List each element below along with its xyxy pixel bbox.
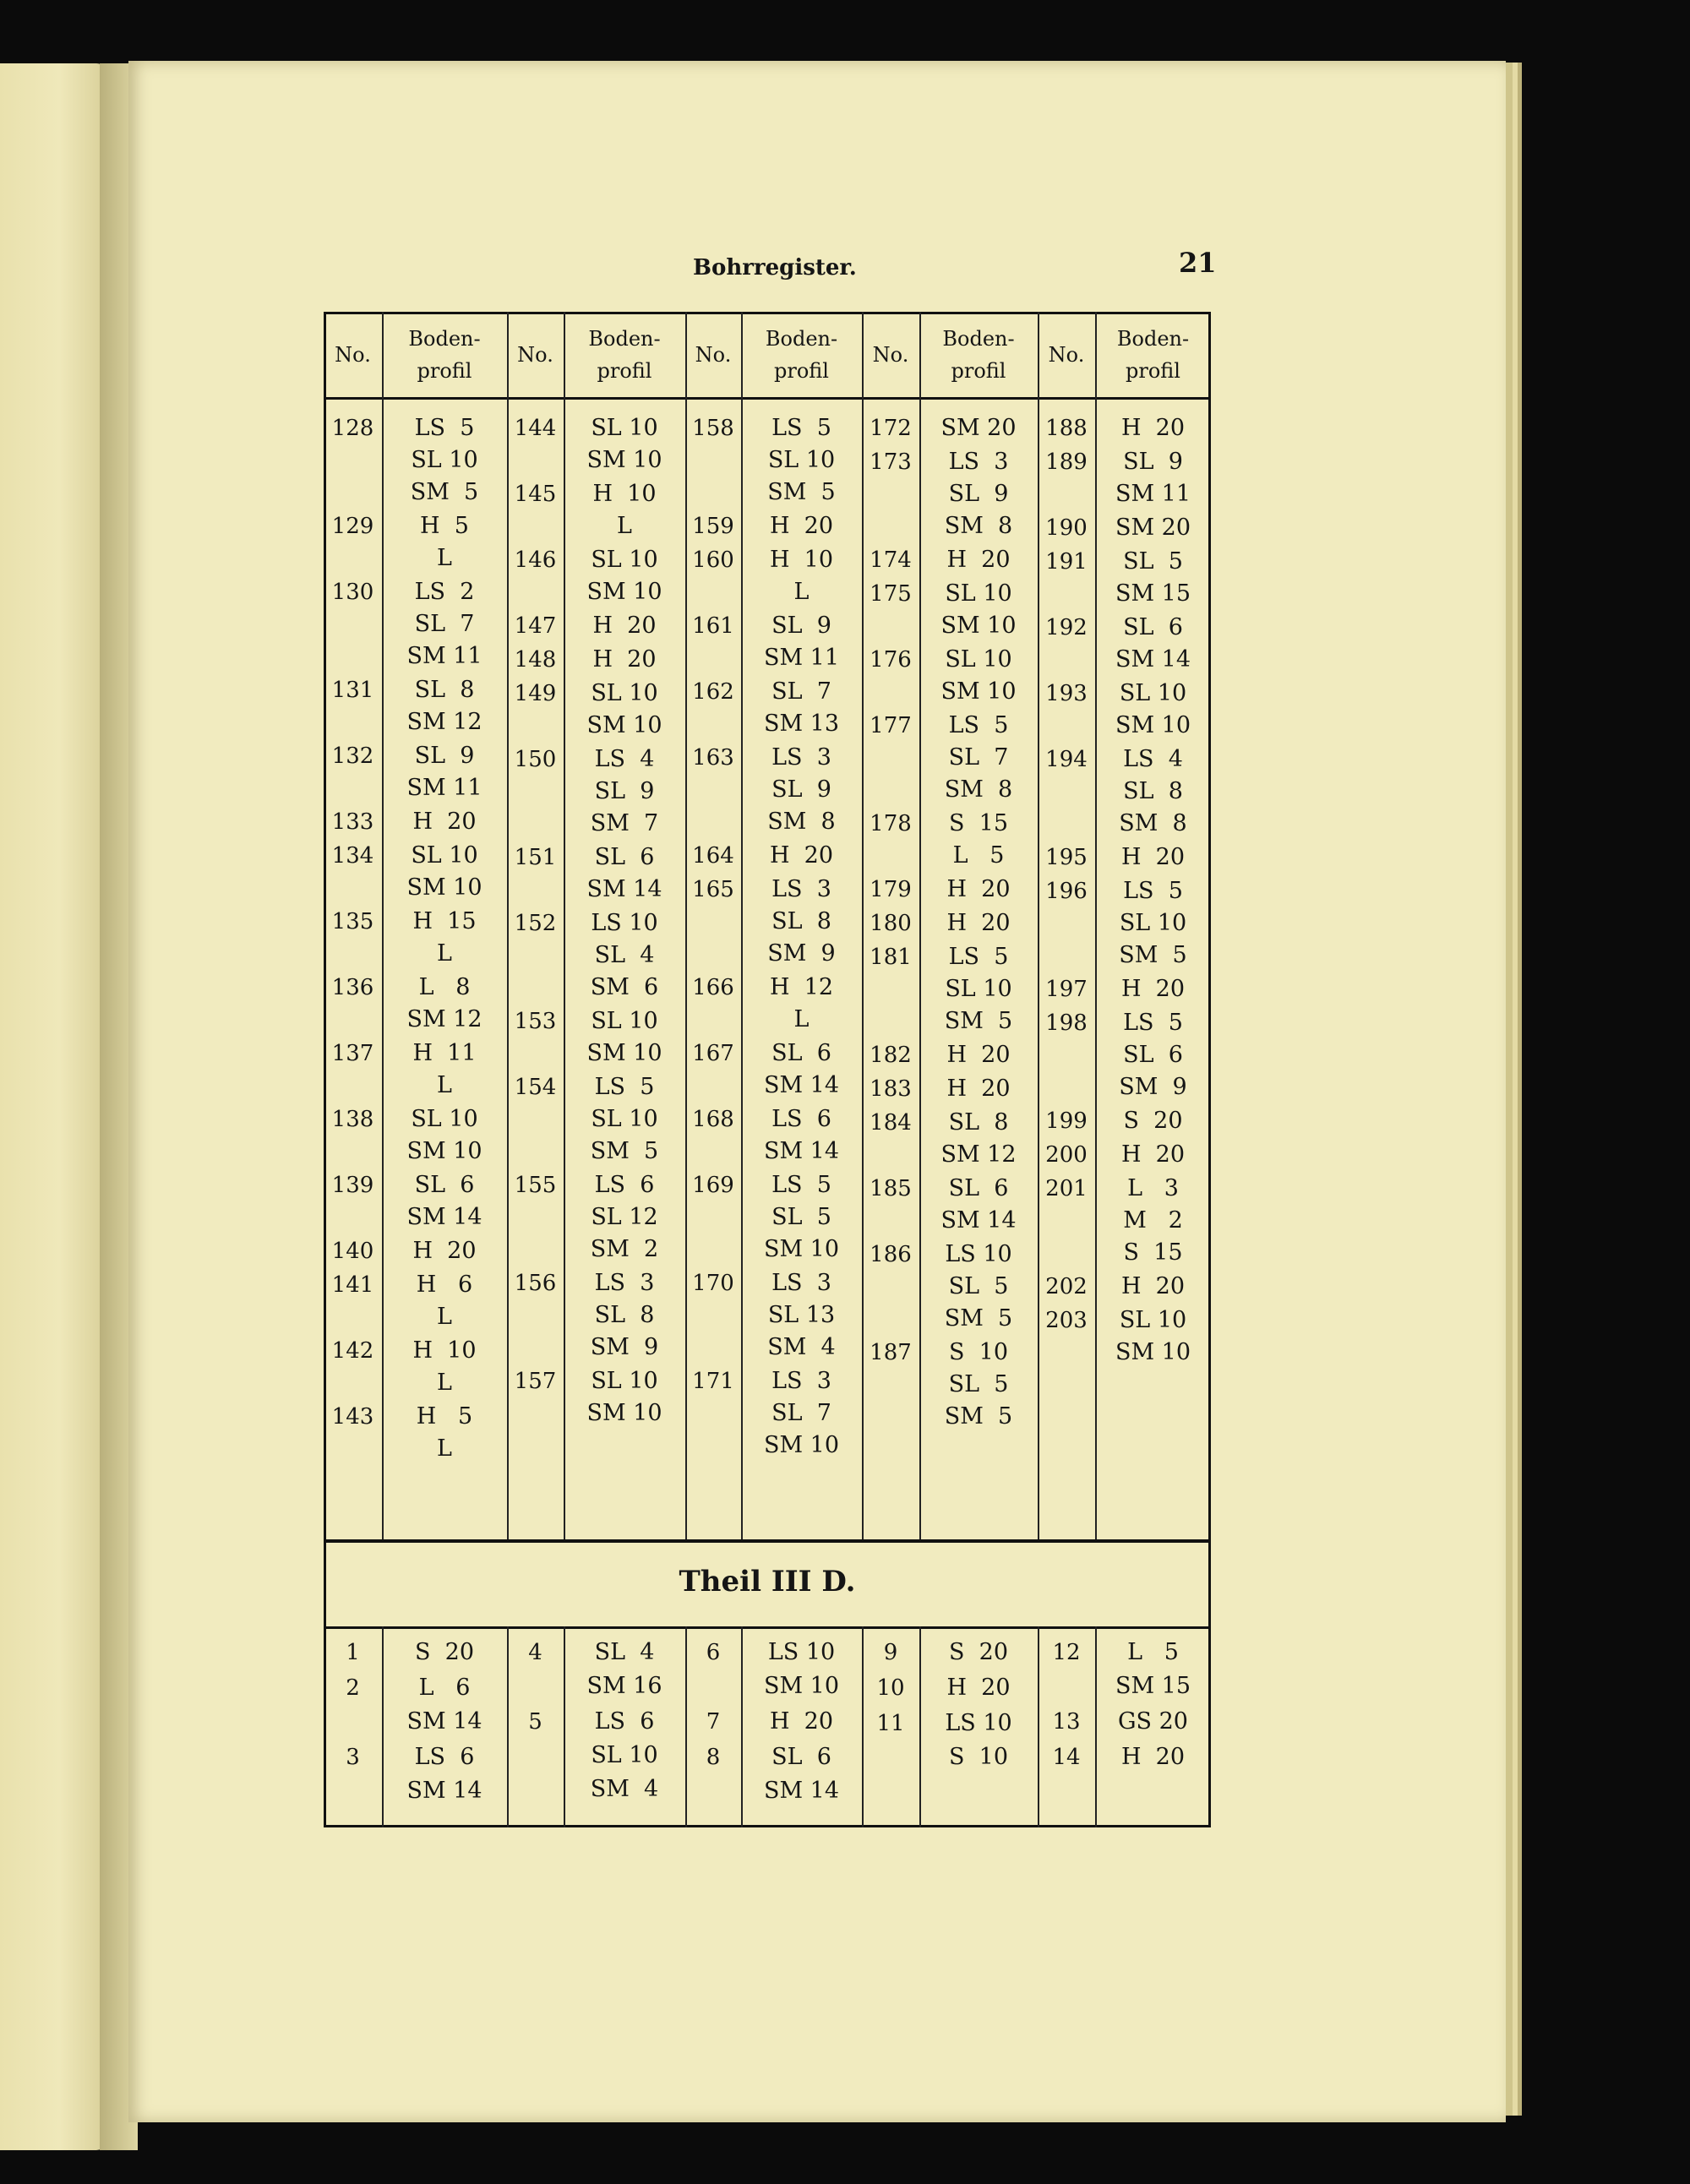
soil-profile-line: SM 9	[1119, 1074, 1187, 1100]
soil-profile-line: SL 9	[414, 743, 475, 769]
soil-profile-line: SM 16	[586, 1673, 662, 1699]
header-no: No.	[335, 343, 371, 367]
entry-number: 184	[870, 1110, 912, 1136]
soil-profile-line: H 20	[412, 809, 477, 835]
soil-profile-line: SM 14	[586, 876, 662, 902]
soil-profile-line: SL 10	[591, 680, 658, 706]
soil-profile-line: H 20	[769, 513, 834, 539]
soil-profile-line: LS 5	[1123, 1010, 1183, 1036]
soil-profile-line: S 20	[948, 1639, 1009, 1665]
entry-number: 11	[876, 1711, 905, 1736]
entry-number: 180	[870, 911, 912, 936]
soil-profile-line: H 10	[769, 547, 834, 573]
soil-profile-line: SL 10	[591, 415, 658, 441]
header-boden: Boden-	[765, 327, 838, 351]
soil-profile-line: SL 6	[771, 1040, 831, 1066]
soil-profile-line: L	[793, 579, 810, 605]
soil-profile-line: SL 8	[948, 1109, 1009, 1136]
soil-profile-line: LS 4	[594, 746, 655, 772]
entry-number: 155	[514, 1173, 557, 1198]
running-head: Bohrregister.	[693, 255, 857, 280]
entry-number: 136	[331, 975, 374, 1000]
entry-number: 154	[514, 1075, 557, 1100]
header-boden: Boden-	[942, 327, 1015, 351]
entry-number: 193	[1045, 681, 1088, 706]
soil-profile-line: S 20	[414, 1639, 475, 1665]
entry-number: 175	[870, 581, 912, 607]
header-boden: Boden-	[588, 327, 661, 351]
entry-number: 128	[331, 416, 374, 441]
soil-profile-line: H 20	[946, 910, 1011, 936]
entry-number: 162	[692, 679, 734, 705]
soil-profile-line: SL 8	[414, 677, 475, 703]
soil-profile-line: S 20	[1123, 1108, 1183, 1134]
entry-number: 179	[870, 877, 912, 902]
soil-profile-line: H 6	[416, 1272, 473, 1298]
entry-number: 140	[331, 1239, 374, 1264]
soil-profile-line: SL 5	[948, 1273, 1009, 1299]
entry-number: 169	[692, 1173, 734, 1198]
entry-number: 141	[331, 1272, 374, 1298]
soil-profile-line: M 2	[1123, 1207, 1183, 1234]
entry-number: 149	[514, 681, 557, 706]
soil-profile-line: SM 13	[763, 711, 840, 737]
entry-number: 192	[1045, 615, 1088, 640]
soil-profile-line: H 20	[946, 547, 1011, 573]
soil-profile-line: H 10	[412, 1337, 477, 1364]
soil-profile-line: LS 4	[1123, 746, 1183, 772]
entry-number: 171	[692, 1369, 734, 1394]
entry-number: 182	[870, 1043, 912, 1068]
soil-profile-line: SL 4	[594, 942, 655, 968]
entry-number: 161	[692, 613, 734, 639]
entry-number: 2	[346, 1675, 360, 1701]
soil-profile-line: SL 10	[411, 447, 478, 473]
soil-profile-line: LS 3	[594, 1270, 655, 1296]
soil-profile-line: LS 6	[594, 1708, 655, 1735]
header-no: No.	[695, 343, 732, 367]
soil-profile-line: H 5	[416, 1403, 473, 1430]
soil-profile-line: H 20	[412, 1238, 477, 1264]
soil-profile-line: SL 9	[948, 481, 1009, 507]
soil-profile-line: SM 10	[763, 1236, 840, 1262]
soil-profile-line: SM 14	[763, 1778, 840, 1804]
entry-number: 130	[331, 580, 374, 605]
soil-profile-line: SL 5	[1123, 548, 1183, 575]
entry-number: 167	[692, 1041, 734, 1066]
soil-profile-line: SL 5	[771, 1204, 831, 1230]
entry-number: 5	[528, 1709, 542, 1735]
soil-profile-line: SL 7	[771, 678, 831, 705]
soil-profile-line: SM 10	[586, 1040, 662, 1066]
soil-profile-line: SL 7	[414, 611, 475, 637]
soil-profile-line: SM 5	[944, 1403, 1013, 1430]
entry-number: 147	[514, 613, 557, 639]
page-number: 21	[1179, 247, 1217, 279]
soil-profile-line: SM 5	[1119, 942, 1187, 968]
soil-profile-line: H 20	[1120, 844, 1186, 870]
soil-profile-line: SL 10	[1119, 1307, 1187, 1333]
entry-number: 190	[1045, 515, 1088, 541]
soil-profile-line: LS 3	[771, 876, 831, 902]
soil-profile-line: H 20	[592, 613, 657, 639]
entry-number: 191	[1045, 549, 1088, 575]
soil-profile-line: L	[437, 1435, 452, 1462]
soil-profile-line: SM 20	[1115, 515, 1191, 541]
soil-profile-line: SM 10	[940, 678, 1017, 705]
soil-profile-line: SM 5	[410, 479, 479, 505]
soil-profile-line: SM 14	[406, 1778, 482, 1804]
entry-number: 181	[870, 945, 912, 970]
soil-profile-line: SL 10	[591, 1008, 658, 1034]
part-heading: Theil III D.	[679, 1565, 856, 1599]
soil-profile-line: LS 3	[771, 1368, 831, 1394]
soil-profile-line: H 20	[769, 842, 834, 869]
soil-profile-line: SM 14	[763, 1138, 840, 1164]
soil-profile-line: L	[437, 1072, 452, 1098]
soil-profile-line: LS 5	[414, 415, 475, 441]
soil-profile-line: LS 6	[771, 1106, 831, 1132]
soil-profile-line: H 20	[1120, 1744, 1186, 1770]
entry-number: 194	[1045, 747, 1088, 772]
soil-profile-line: LS 3	[771, 744, 831, 771]
entry-number: 159	[692, 514, 734, 539]
entry-number: 143	[331, 1404, 374, 1430]
soil-profile-line: SM 11	[1115, 481, 1191, 507]
header-boden: Boden-	[408, 327, 481, 351]
entry-number: 139	[331, 1173, 374, 1198]
header-no: No.	[517, 343, 553, 367]
soil-profile-line: SM 10	[763, 1432, 840, 1458]
entry-number: 203	[1045, 1308, 1088, 1333]
header-boden: Boden-	[1116, 327, 1190, 351]
entry-number: 185	[870, 1176, 912, 1201]
entry-number: 14	[1052, 1745, 1081, 1770]
soil-profile-line: H 5	[420, 513, 469, 539]
soil-profile-line: SM 10	[406, 1138, 482, 1164]
entry-number: 197	[1045, 977, 1088, 1002]
entry-number: 1	[346, 1640, 360, 1665]
entry-number: 196	[1045, 879, 1088, 904]
entry-number: 177	[870, 713, 912, 738]
entry-number: 195	[1045, 845, 1088, 870]
entry-number: 138	[331, 1107, 374, 1132]
soil-profile-line: SL 9	[594, 778, 655, 804]
soil-profile-line: SL 10	[945, 976, 1012, 1002]
entry-number: 156	[514, 1271, 557, 1296]
soil-profile-line: SM 12	[406, 709, 482, 735]
soil-profile-line: SL 6	[948, 1175, 1009, 1201]
soil-profile-line: SM 14	[406, 1708, 482, 1735]
entry-number: 187	[870, 1340, 912, 1365]
soil-profile-line: L 5	[952, 842, 1005, 869]
soil-profile-line: L	[437, 1304, 452, 1330]
entry-number: 188	[1045, 416, 1088, 441]
soil-profile-line: SM 10	[586, 1400, 662, 1426]
soil-profile-line: LS 10	[945, 1241, 1012, 1267]
entry-number: 131	[331, 678, 374, 703]
soil-profile-line: H 20	[1120, 415, 1186, 441]
soil-profile-line: SL 6	[771, 1744, 831, 1770]
entry-number: 153	[514, 1009, 557, 1034]
soil-profile-line: SL 6	[1123, 1042, 1183, 1068]
entry-number: 158	[692, 416, 734, 441]
soil-profile-line: SL 6	[1123, 614, 1183, 640]
soil-profile-line: SM 14	[763, 1072, 840, 1098]
entry-number: 3	[346, 1745, 360, 1770]
soil-profile-line: SM 9	[590, 1334, 659, 1360]
soil-profile-line: H 20	[592, 646, 657, 673]
soil-profile-line: LS 5	[1123, 878, 1183, 904]
soil-profile-line: SL 10	[1119, 680, 1187, 706]
soil-profile-line: S 10	[948, 1744, 1009, 1770]
entry-number: 133	[331, 809, 374, 835]
soil-profile-line: SM 5	[767, 479, 836, 505]
entry-number: 145	[514, 482, 557, 507]
entry-number: 173	[870, 449, 912, 475]
soil-profile-line: SM 5	[944, 1305, 1013, 1332]
soil-profile-line: SM 10	[763, 1673, 840, 1699]
entry-number: 165	[692, 877, 734, 902]
soil-profile-line: SL 10	[411, 842, 478, 869]
soil-profile-line: SL 6	[594, 844, 655, 870]
entry-number: 137	[331, 1041, 374, 1066]
soil-profile-line: LS 3	[948, 449, 1009, 475]
header-profil: profil	[951, 359, 1006, 383]
entry-number: 144	[514, 416, 557, 441]
soil-profile-line: SL 8	[1123, 778, 1183, 804]
soil-profile-line: H 20	[946, 1675, 1011, 1701]
soil-profile-line: H 20	[946, 876, 1011, 902]
soil-profile-line: LS 10	[767, 1639, 836, 1665]
entry-number: 6	[706, 1640, 721, 1665]
soil-profile-line: SM 5	[944, 1008, 1013, 1034]
soil-profile-line: SL 12	[591, 1204, 658, 1230]
soil-profile-line: SM 2	[590, 1236, 659, 1262]
soil-profile-line: L 8	[418, 974, 471, 1000]
entry-number: 142	[331, 1338, 374, 1364]
entry-number: 13	[1052, 1709, 1081, 1735]
soil-profile-line: SM 14	[940, 1207, 1017, 1234]
soil-profile-line: H 12	[769, 974, 834, 1000]
soil-profile-line: LS 10	[591, 910, 658, 936]
entry-number: 135	[331, 909, 374, 934]
soil-profile-line: SM 10	[940, 613, 1017, 639]
soil-profile-line: SM 14	[406, 1204, 482, 1230]
soil-profile-line: SM 10	[586, 712, 662, 738]
soil-profile-line: SM 15	[1115, 1673, 1191, 1699]
header-profil: profil	[597, 359, 652, 383]
soil-profile-line: SM 11	[406, 643, 482, 669]
soil-profile-line: H 15	[412, 908, 477, 934]
entry-number: 8	[706, 1745, 721, 1770]
soil-profile-line: SL 10	[945, 580, 1012, 607]
soil-profile-line: H 20	[1120, 976, 1186, 1002]
header-profil: profil	[1126, 359, 1180, 383]
soil-profile-line: LS 3	[771, 1270, 831, 1296]
entry-number: 198	[1045, 1010, 1088, 1036]
soil-profile-line: LS 6	[594, 1172, 655, 1198]
entry-number: 157	[514, 1369, 557, 1394]
soil-profile-line: SL 7	[771, 1400, 831, 1426]
entry-number: 150	[514, 747, 557, 772]
soil-profile-line: L	[793, 1006, 810, 1032]
soil-profile-line: SL 10	[591, 547, 658, 573]
soil-profile-line: H 20	[946, 1042, 1011, 1068]
soil-profile-line: SM 5	[590, 1138, 659, 1164]
entry-number: 189	[1045, 449, 1088, 475]
soil-profile-line: SM 10	[1115, 712, 1191, 738]
soil-profile-line: GS 20	[1117, 1708, 1188, 1735]
soil-profile-line: SL 10	[591, 1106, 658, 1132]
soil-profile-line: SM 11	[406, 775, 482, 801]
soil-profile-line: LS 6	[414, 1744, 475, 1770]
entry-number: 199	[1045, 1108, 1088, 1134]
entry-number: 146	[514, 547, 557, 573]
soil-profile-line: SL 9	[771, 613, 831, 639]
header-profil: profil	[774, 359, 829, 383]
soil-profile-line: H 20	[1120, 1141, 1186, 1168]
soil-profile-line: LS 5	[771, 1172, 831, 1198]
column-rule	[685, 312, 687, 1539]
entry-number: 151	[514, 845, 557, 870]
soil-profile-line: SL 4	[594, 1639, 655, 1665]
entry-number: 9	[883, 1640, 898, 1665]
soil-profile-line: SM 6	[590, 974, 659, 1000]
entry-number: 178	[870, 811, 912, 836]
soil-profile-line: SM 10	[586, 579, 662, 605]
entry-number: 176	[870, 647, 912, 673]
entry-number: 129	[331, 514, 374, 539]
header-no: No.	[1048, 343, 1085, 367]
part-divider	[324, 1539, 1211, 1543]
soil-profile-line: L	[437, 940, 452, 967]
soil-profile-line: SL 13	[767, 1302, 836, 1328]
left-page-edge	[0, 63, 108, 2150]
soil-profile-line: SM 8	[1119, 810, 1187, 836]
entry-number: 152	[514, 911, 557, 936]
soil-profile-line: SM 11	[763, 645, 840, 671]
soil-profile-line: SL 10	[1119, 910, 1187, 936]
soil-profile-line: SL 10	[945, 646, 1012, 673]
soil-profile-line: SM 7	[590, 810, 659, 836]
soil-profile-line: LS 2	[414, 579, 475, 605]
entry-number: 202	[1045, 1274, 1088, 1299]
soil-profile-line: H 20	[946, 1076, 1011, 1102]
entry-number: 134	[331, 843, 374, 869]
soil-profile-line: SM 10	[586, 447, 662, 473]
soil-profile-line: SL 10	[411, 1106, 478, 1132]
entry-number: 12	[1052, 1640, 1081, 1665]
soil-profile-line: L	[437, 545, 452, 571]
soil-profile-line: SL 5	[948, 1371, 1009, 1397]
soil-profile-line: H 10	[592, 481, 657, 507]
soil-profile-line: SM 4	[590, 1776, 659, 1802]
entry-number: 7	[706, 1709, 721, 1735]
entry-number: 10	[876, 1675, 905, 1701]
soil-profile-line: SM 8	[944, 776, 1013, 803]
soil-profile-line: SM 15	[1115, 580, 1191, 607]
entry-number: 132	[331, 743, 374, 769]
soil-profile-line: H 20	[769, 1708, 834, 1735]
soil-profile-line: LS 5	[771, 415, 831, 441]
entry-number: 186	[870, 1242, 912, 1267]
soil-profile-line: SL 9	[1123, 449, 1183, 475]
soil-profile-line: L 3	[1127, 1175, 1179, 1201]
soil-profile-line: SM 8	[944, 513, 1013, 539]
page-edge	[1506, 63, 1513, 2116]
header-profil: profil	[417, 359, 472, 383]
soil-profile-line: H 20	[1120, 1273, 1186, 1299]
entry-number: 4	[528, 1640, 542, 1665]
entry-number: 172	[870, 416, 912, 441]
soil-profile-line: L 5	[1127, 1639, 1179, 1665]
entry-number: 166	[692, 975, 734, 1000]
soil-profile-line: L	[617, 513, 632, 539]
entry-number: 183	[870, 1076, 912, 1102]
soil-profile-line: SM 14	[1115, 646, 1191, 673]
soil-profile-line: S 10	[948, 1339, 1009, 1365]
soil-profile-line: SM 8	[767, 809, 836, 835]
soil-profile-line: LS 5	[948, 712, 1009, 738]
entry-number: 164	[692, 843, 734, 869]
entry-number: 160	[692, 547, 734, 573]
soil-profile-line: SL 8	[771, 908, 831, 934]
soil-profile-line: SM 10	[406, 874, 482, 901]
soil-profile-line: SM 12	[406, 1006, 482, 1032]
soil-profile-line: SM 12	[940, 1141, 1017, 1168]
header-rule	[324, 397, 1211, 400]
entry-number: 201	[1045, 1176, 1088, 1201]
soil-profile-line: L	[437, 1370, 452, 1396]
soil-profile-line: SM 10	[1115, 1339, 1191, 1365]
page-edge	[1518, 63, 1522, 2116]
column-rule	[1038, 312, 1039, 1539]
entry-number: 163	[692, 745, 734, 771]
entry-number: 148	[514, 647, 557, 673]
entry-number: 174	[870, 547, 912, 573]
entry-number: 200	[1045, 1142, 1088, 1168]
soil-profile-line: H 11	[412, 1040, 477, 1066]
soil-profile-line: SL 10	[591, 1368, 658, 1394]
soil-profile-line: SL 9	[771, 776, 831, 803]
soil-profile-line: LS 10	[945, 1710, 1012, 1736]
soil-profile-line: S 15	[1123, 1239, 1183, 1266]
soil-profile-line: SL 10	[591, 1742, 658, 1768]
soil-profile-line: SM 4	[767, 1334, 836, 1360]
entry-number: 170	[692, 1271, 734, 1296]
soil-profile-line: LS 5	[594, 1074, 655, 1100]
part-header-rule	[324, 1626, 1211, 1629]
entry-number: 168	[692, 1107, 734, 1132]
soil-profile-line: SL 10	[767, 447, 836, 473]
soil-profile-line: L 6	[418, 1675, 471, 1701]
soil-profile-line: LS 5	[948, 944, 1009, 970]
soil-profile-line: SL 8	[594, 1302, 655, 1328]
header-no: No.	[872, 343, 909, 367]
soil-profile-line: SL 6	[414, 1172, 475, 1198]
soil-profile-line: SM 9	[767, 940, 836, 967]
soil-profile-line: S 15	[948, 810, 1009, 836]
soil-profile-line: SL 7	[948, 744, 1009, 771]
soil-profile-line: SM 20	[940, 415, 1017, 441]
